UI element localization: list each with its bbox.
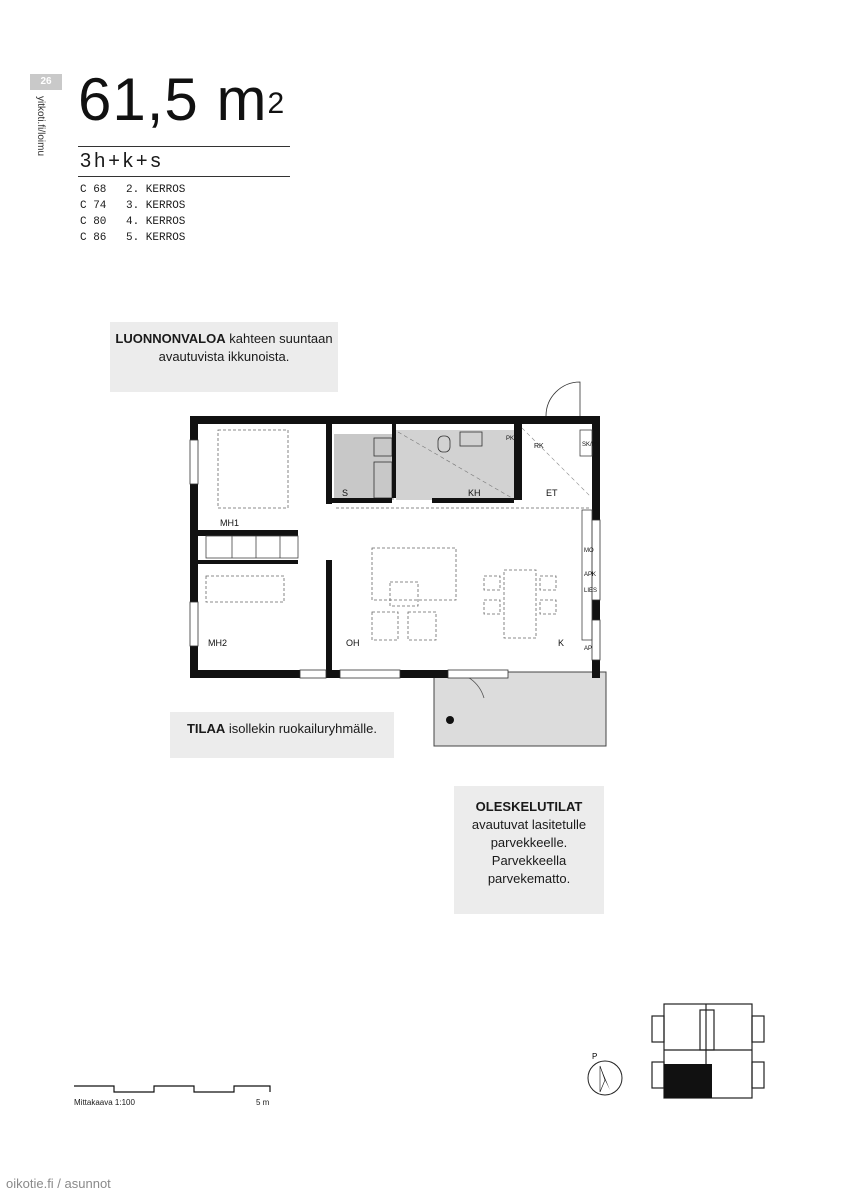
compass-north-label: P — [592, 1052, 598, 1061]
wardrobes — [206, 536, 298, 558]
label-lies: LIES — [584, 588, 598, 594]
callout-space-text: isollekin ruokailuryhmälle. — [225, 721, 377, 736]
building-key-plan — [650, 1000, 766, 1104]
wet-room-bathroom — [396, 430, 514, 500]
footer-source[interactable]: oikotie.fi / asunnot — [6, 1176, 111, 1191]
label-rk: RK — [534, 443, 544, 450]
label-ap: AP — [584, 646, 593, 652]
callout-living-line2: parvekkeelle. — [490, 835, 568, 850]
floor-plan — [176, 380, 616, 760]
label-mo: MO — [584, 548, 594, 554]
label-apk: APK — [584, 572, 597, 578]
page-number: 26 — [30, 74, 62, 90]
scale-label: Mittakaava 1:100 — [74, 1098, 135, 1107]
area-value: 61,5 m — [78, 66, 268, 133]
site-url[interactable]: yitkoti.fi/loimu — [35, 96, 46, 157]
divider-bottom — [78, 176, 290, 177]
callout-dining-space — [170, 712, 394, 758]
callout-living-line1: avautuvat lasitetulle — [471, 817, 587, 832]
label-oh: OH — [346, 638, 360, 648]
callout-living-line4: parvekematto. — [487, 871, 571, 886]
label-s: S — [342, 488, 349, 498]
divider-top — [78, 146, 290, 147]
compass-icon — [580, 1050, 630, 1100]
apartment-code: C 80 — [80, 216, 107, 228]
area-unit-sup: 2 — [267, 87, 286, 120]
room-composition: 3h+k+s — [80, 150, 164, 172]
apartment-row — [80, 230, 185, 246]
label-mh2: MH2 — [208, 638, 228, 648]
apartment-row — [80, 182, 185, 198]
label-kh: KH — [468, 488, 481, 498]
scale-end-label: 5 m — [256, 1098, 270, 1107]
label-k: K — [558, 638, 565, 648]
kitchen-units — [580, 430, 592, 640]
callout-light-bold: LUONNONVALOA — [115, 331, 226, 346]
apartment-list — [80, 182, 185, 246]
apartment-code: C 68 — [80, 184, 107, 196]
apartment-floor: 4. KERROS — [126, 216, 186, 228]
callout-light-line2: avautuvista ikkunoista. — [158, 349, 290, 364]
apartment-floor: 2. KERROS — [126, 184, 186, 196]
label-et: ET — [546, 488, 558, 498]
apartment-code: C 74 — [80, 200, 107, 212]
apartment-row — [80, 214, 185, 230]
callout-living-line3: Parvekkeella — [491, 853, 567, 868]
apartment-area — [78, 68, 285, 132]
apartment-row — [80, 198, 185, 214]
label-mh1: MH1 — [220, 518, 240, 528]
callout-living-areas — [454, 786, 604, 914]
apartment-code: C 86 — [80, 232, 107, 244]
callout-space-bold: TILAA — [186, 721, 226, 736]
label-skpy: SK/PY — [582, 442, 600, 448]
apartment-floor: 5. KERROS — [126, 232, 186, 244]
callout-living-bold: OLESKELUTILAT — [475, 799, 583, 814]
label-pk: PK — [506, 436, 515, 442]
balcony — [434, 672, 606, 746]
walls — [190, 416, 600, 678]
apartment-floor: 3. KERROS — [126, 200, 186, 212]
callout-light-text: kahteen suuntaan — [225, 331, 333, 346]
